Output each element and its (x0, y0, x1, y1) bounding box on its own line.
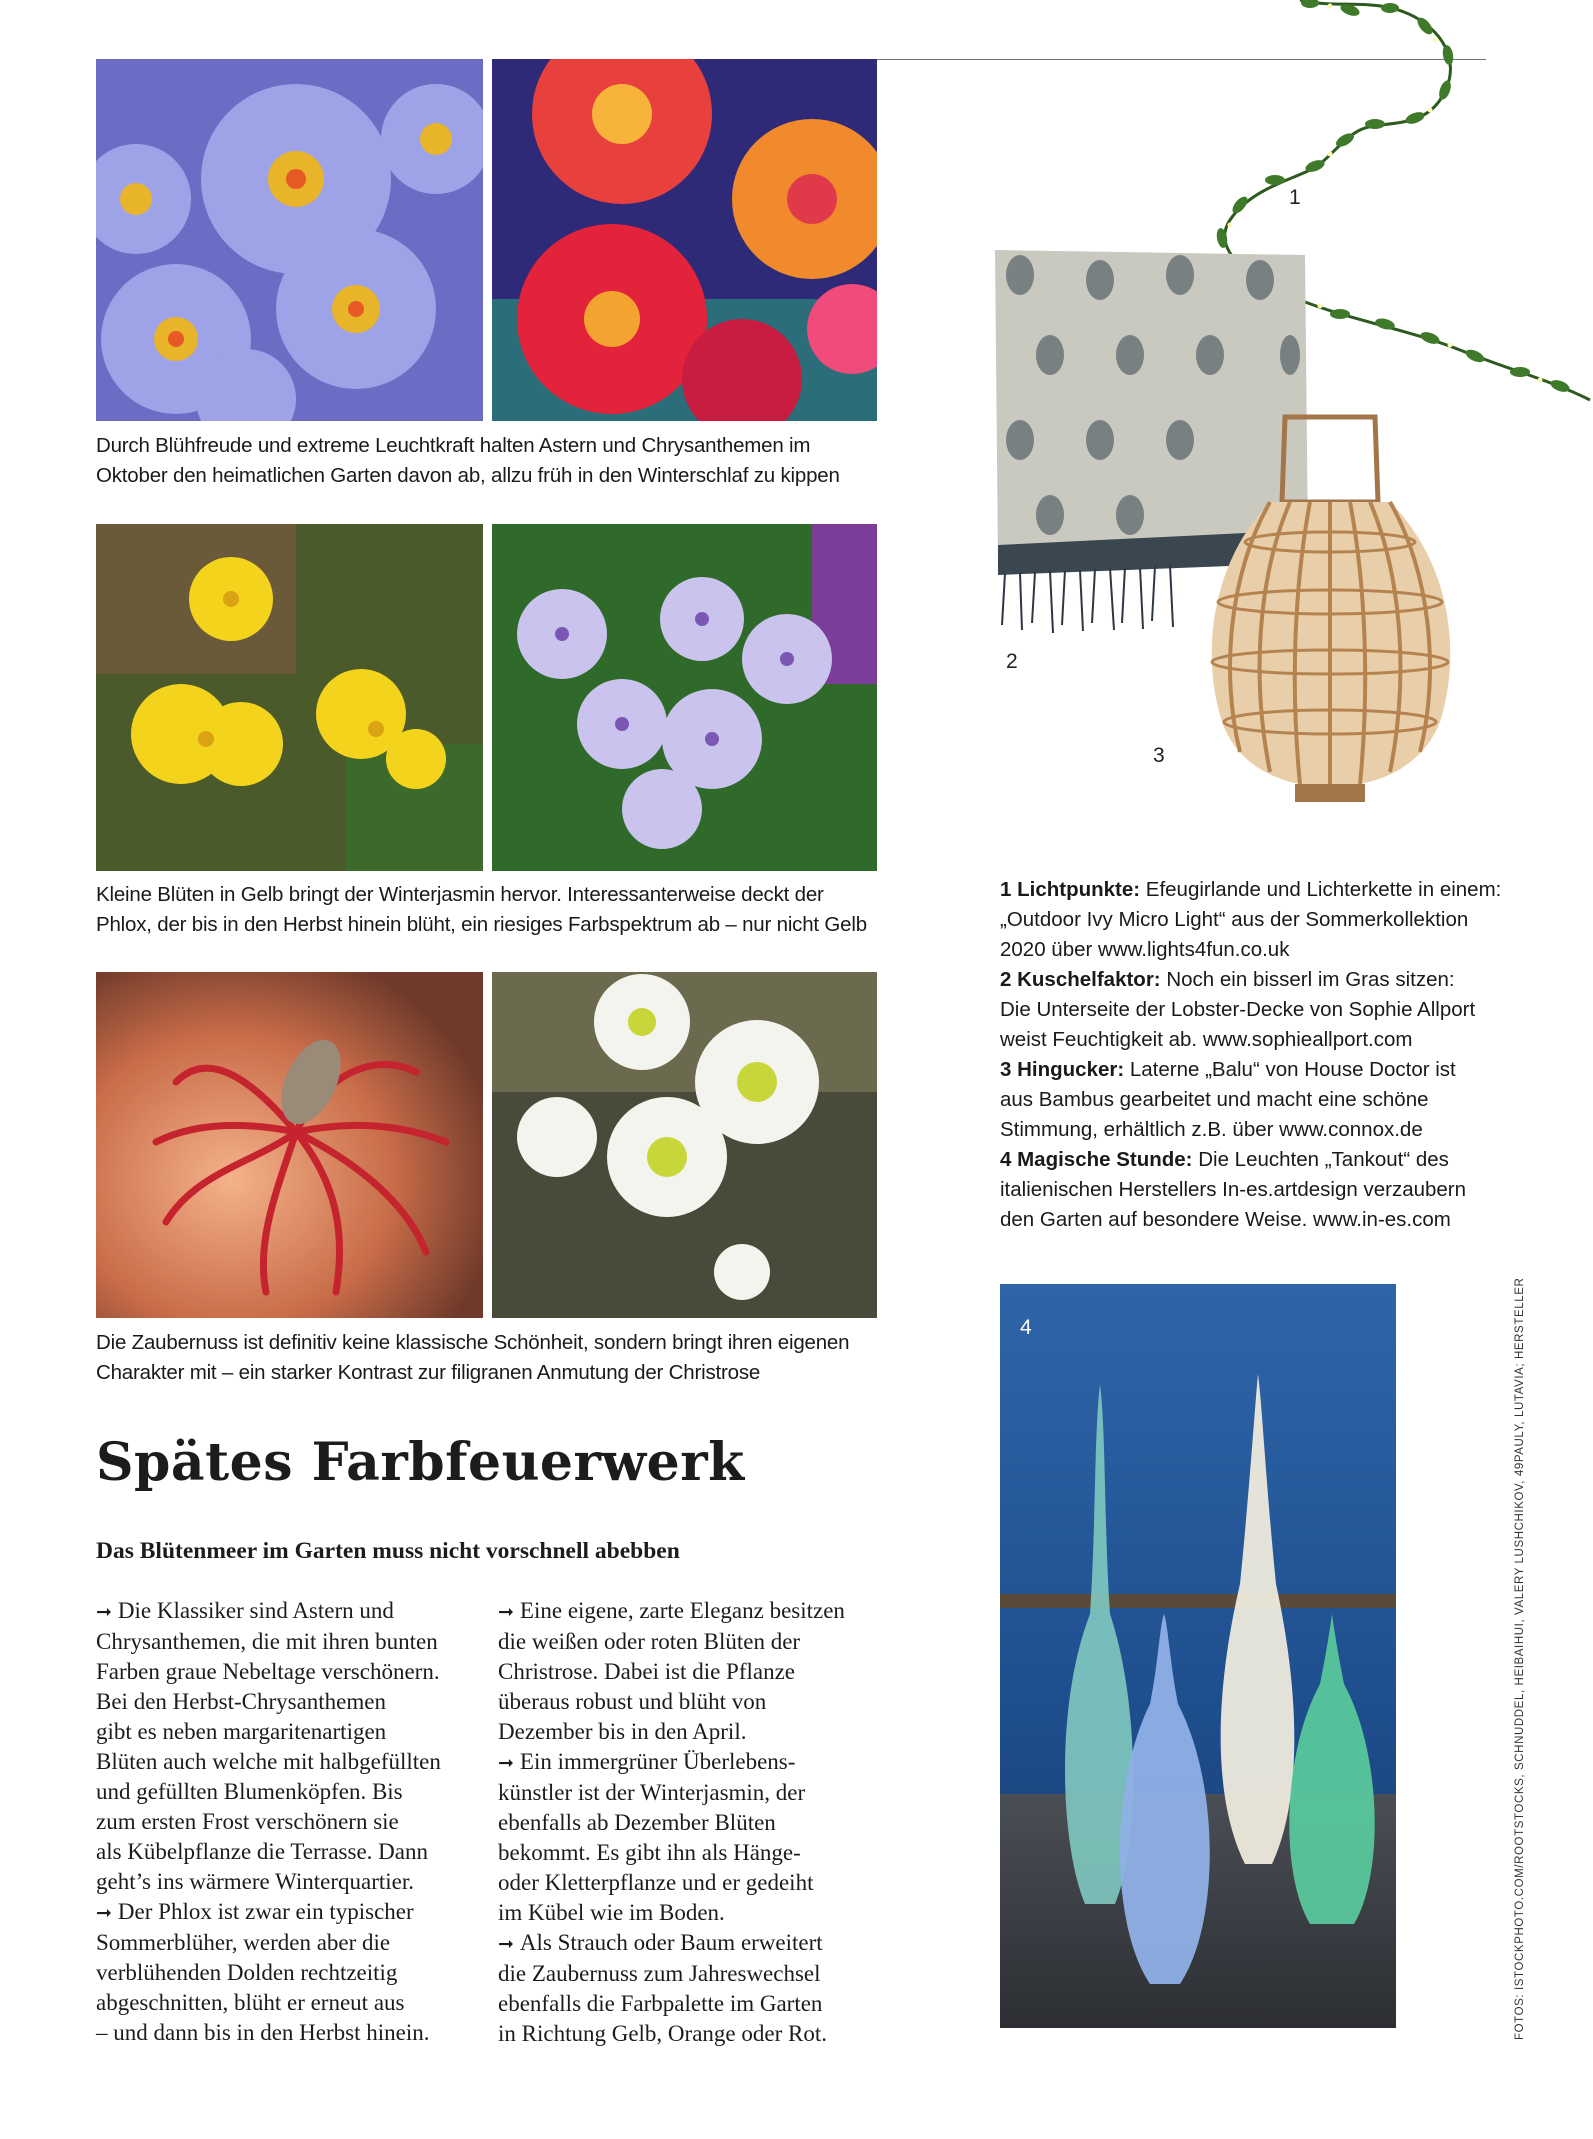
body-line: oder Kletterpflanze und er gedeiht (498, 1870, 814, 1895)
body-line: Blüten auch welche mit halbgefüllten (96, 1749, 441, 1774)
product-line: „Outdoor Ivy Micro Light“ aus der Sommerkollektion (1000, 908, 1469, 931)
product-line: Stimmung, erhältlich z.B. über www.connox.de (1000, 1118, 1423, 1141)
chrysanthemum-photo (492, 59, 877, 421)
product-descriptions (1000, 875, 1510, 1235)
body-line: überaus robust und blüht von (498, 1689, 767, 1714)
caption-row3 (96, 1328, 849, 1388)
body-line: ➞ Ein immergrüner Überlebens- (498, 1749, 796, 1774)
product-line: Die Unterseite der Lobster-Decke von Sophie Allport (1000, 998, 1476, 1021)
body-line: im Kübel wie im Boden. (498, 1900, 725, 1925)
bamboo-lantern-photo (1200, 412, 1462, 807)
body-line: Dezember bis in den April. (498, 1719, 747, 1744)
caption-line: Phlox, der bis in den Herbst hinein blüht, ein riesiges Farbspektrum ab – nur nicht Gelb (96, 913, 867, 936)
body-line: als Kübelpflanze die Terrasse. Dann (96, 1839, 428, 1864)
arrow-icon: ➞ (96, 1902, 112, 1924)
arrow-icon: ➞ (498, 1752, 514, 1774)
body-line: abgeschnitten, blüht er erneut aus (96, 1990, 405, 2015)
body-line: Christrose. Dabei ist die Pflanze (498, 1659, 796, 1684)
caption-line: Kleine Blüten in Gelb bringt der Winterjasmin hervor. Interessanterweise deckt der (96, 883, 824, 906)
body-line: ebenfalls ab Dezember Blüten (498, 1810, 776, 1835)
aster-photo (96, 59, 483, 421)
body-line: zum ersten Frost verschönern sie (96, 1809, 399, 1834)
witch-hazel-photo (96, 972, 483, 1318)
caption-row2 (96, 880, 867, 940)
phlox-photo (492, 524, 877, 871)
caption-line: Oktober den heimatlichen Garten davon ab, allzu früh in den Winterschlaf zu kippen (96, 464, 840, 487)
product-line: 2020 über www.lights4fun.co.uk (1000, 938, 1290, 961)
body-line: Chrysanthemen, die mit ihren bunten (96, 1629, 438, 1654)
body-line: Bei den Herbst-Chrysanthemen (96, 1689, 386, 1714)
tankout-lamps-photo (1000, 1284, 1396, 2028)
product-line: 3 Hingucker: Laterne „Balu“ von House Doctor ist (1000, 1058, 1456, 1081)
body-line: in Richtung Gelb, Orange oder Rot. (498, 2021, 827, 2046)
arrow-icon: ➞ (498, 1601, 514, 1623)
body-line: ➞ Der Phlox ist zwar ein typischer (96, 1899, 414, 1924)
body-line: die weißen oder roten Blüten der (498, 1629, 801, 1654)
body-line: verblühenden Dolden rechtzeitig (96, 1960, 398, 1985)
body-line: ➞ Als Strauch oder Baum erweitert (498, 1930, 823, 1955)
body-line: – und dann bis in den Herbst hinein. (96, 2020, 430, 2045)
body-line: ebenfalls die Farbpalette im Garten (498, 1991, 823, 2016)
christmas-rose-photo (492, 972, 877, 1318)
product-label-1: 1 (1289, 186, 1301, 209)
product-line: den Garten auf besondere Weise. www.in-es.com (1000, 1208, 1451, 1231)
caption-line: Durch Blühfreude und extreme Leuchtkraft halten Astern und Chrysanthemen im (96, 434, 811, 457)
body-line: ➞ Die Klassiker sind Astern und (96, 1598, 394, 1623)
article-column-2 (498, 1596, 886, 2049)
caption-line: Charakter mit – ein starker Kontrast zur filigranen Anmutung der Christrose (96, 1361, 761, 1384)
article-subtitle: Das Blütenmeer im Garten muss nicht vorschnell abebben (96, 1538, 680, 1564)
body-line: geht’s ins wärmere Winterquartier. (96, 1869, 414, 1894)
arrow-icon: ➞ (96, 1601, 112, 1623)
product-label-3: 3 (1153, 744, 1165, 767)
caption-line: Die Zaubernuss ist definitiv keine klassische Schönheit, sondern bringt ihren eigenen (96, 1331, 850, 1354)
body-line: Sommerblüher, werden aber die (96, 1930, 391, 1955)
caption-row1 (96, 431, 840, 491)
product-line: aus Bambus gearbeitet und macht eine schöne (1000, 1088, 1429, 1111)
body-line: und gefüllten Blumenköpfen. Bis (96, 1779, 403, 1804)
winter-jasmine-photo (96, 524, 483, 871)
product-line: 1 Lichtpunkte: Efeugirlande und Lichterkette in einem: (1000, 878, 1502, 901)
product-line: weist Feuchtigkeit ab. www.sophieallport.com (1000, 1028, 1413, 1051)
body-line: Farben graue Nebeltage verschönern. (96, 1659, 440, 1684)
article-title: Spätes Farbfeuerwerk (96, 1432, 745, 1493)
body-line: gibt es neben margaritenartigen (96, 1719, 387, 1744)
body-line: bekommt. Es gibt ihn als Hänge- (498, 1840, 801, 1865)
body-line: künstler ist der Winterjasmin, der (498, 1780, 806, 1805)
product-line: italienischen Herstellers In-es.artdesign verzaubern (1000, 1178, 1467, 1201)
product-label-2: 2 (1006, 650, 1018, 673)
product-line: 2 Kuschelfaktor: Noch ein bisserl im Gras sitzen: (1000, 968, 1455, 991)
product-label-4: 4 (1020, 1316, 1032, 1339)
article-column-1 (96, 1596, 484, 2048)
product-line: 4 Magische Stunde: Die Leuchten „Tankout“ des (1000, 1148, 1449, 1171)
body-line: die Zaubernuss zum Jahreswechsel (498, 1961, 821, 1986)
body-line: ➞ Eine eigene, zarte Eleganz besitzen (498, 1598, 845, 1623)
photo-credit: FOTOS: ISTOCKPHOTO.COM/ROOTSTOCKS, SCHNUDDEL, HEIBAIHUI, VALERY LUSHCHIKOV, 49PAULY, LUTAVIA; HERSTELLER (1514, 1277, 1526, 2040)
arrow-icon: ➞ (498, 1933, 514, 1955)
